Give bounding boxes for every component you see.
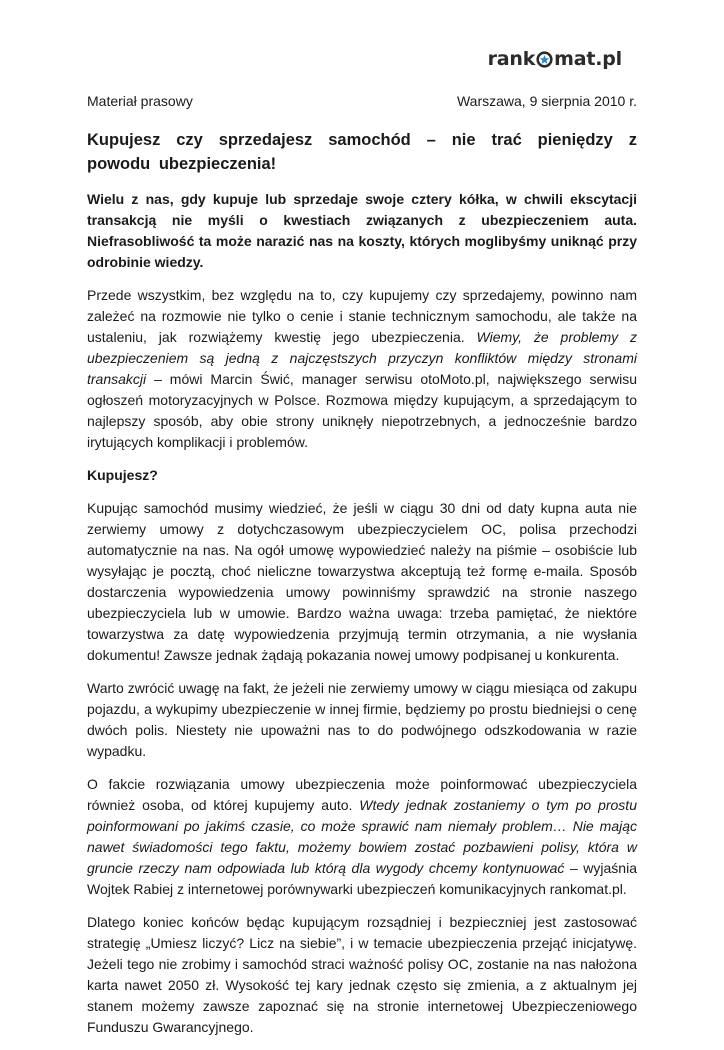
- article: [87, 128, 637, 1050]
- paragraph-4-quote: Wtedy jednak zostaniemy o tym po prostu poinformowani po jakimś czasie, co może sprawić nam niemały problem… Nie mając nawet świadomości tego faktu, możemy bowiem zostać pozbawieni polisy, która w gruncie rzeczy nam odpowiada lub którą dla wygody chcemy kontynuować: [87, 797, 637, 876]
- logo-text-end: mat.pl: [554, 48, 622, 70]
- article-title: Kupujesz czy sprzedajesz samochód – nie trać pieniędzy z powodu ubezpieczenia!: [87, 131, 637, 173]
- logo-text-start: rank: [487, 48, 536, 70]
- logo-star-o-icon: [536, 51, 553, 68]
- paragraph-1-text-b: – mówi Marcin Świć, manager serwisu otoMoto.pl, największego serwisu ogłoszeń motoryzacyjnych w Polsce. Rozmowa między kupującym, a sprzedającym to najlepszy sposób, aby obie strony uniknęły niepotrzebnych, a jednocześnie bardzo irytujących komplikacji i problemów.: [87, 371, 637, 450]
- rankomat-logo: [488, 48, 622, 70]
- paragraph-1: [87, 285, 637, 453]
- lead-paragraph: Wielu z nas, gdy kupuje lub sprzedaje swoje cztery kółka, w chwili ekscytacji transakcją nie myśli o kwestiach związanych z ubezpieczeniem auta. Niefrasobliwość ta może narazić nas na koszty, których moglibyśmy uniknąć przy odrobinie wiedzy.: [87, 191, 637, 270]
- paragraph-1-quote: Wiemy, że problemy z ubezpieczeniem są jedną z najczęstszych przyczyn konfliktów między stronami transakcji: [87, 329, 637, 387]
- paragraph-4-text-a: O fakcie rozwiązania umowy ubezpieczenia może poinformować ubezpieczyciela również osoba, od której kupujemy auto.: [87, 776, 637, 813]
- paragraph-4: [87, 774, 637, 900]
- place-date: Warszawa, 9 sierpnia 2010 r.: [456, 93, 637, 109]
- material-type: Materiał prasowy: [87, 93, 193, 109]
- paragraph-1-text-a: Przede wszystkim, bez względu na to, czy kupujemy czy sprzedajemy, powinno nam zależeć na rozmowie nie tylko o cenie i stanie technicznym samochodu, ale także na ustaleniu, jak rozwiążemy kwestię jego ubezpieczenia.: [87, 287, 637, 345]
- paragraph-3: Warto zwrócić uwagę na fakt, że jeżeli nie zerwiemy umowy w ciągu miesiąca od zakupu pojazdu, a wykupimy ubezpieczenie w innej firmie, będziemy po prostu biedniejsi o cenę dwóch polis. Niestety nie upoważni nas to do podwójnego odszkodowania w razie wypadku.: [87, 680, 637, 759]
- section-heading: Kupujesz?: [87, 467, 158, 483]
- paragraph-5: Dlatego koniec końców będąc kupującym rozsądniej i bezpieczniej jest zastosować strategię „Umiesz liczyć? Licz na siebie”, i w temacie ubezpieczenia przejąć inicjatywę. Jeżeli tego nie zrobimy i samochód straci ważność polisy OC, zostanie na nas nałożona karta nawet 2050 zł. Wysokość tej kary jednak często się zmienia, a z aktualnym jej stanem możemy zawsze zapoznać się na stronie internetowej Ubezpieczeniowego Funduszu Gwarancyjnego.: [87, 914, 637, 1035]
- paragraph-4-text-b: – wyjaśnia Wojtek Rabiej z internetowej porównywarki ubezpieczeń komunikacyjnych rankomat.pl.: [87, 860, 637, 897]
- paragraph-2: Kupując samochód musimy wiedzieć, że jeśli w ciągu 30 dni od daty kupna auta nie zerwiemy umowy z dotychczasowym ubezpieczycielem OC, polisa przechodzi automatycznie na nas. Na ogół umowę wypowiedzieć należy na piśmie – osobiście lub wysyłając je pocztą, choć nieliczne towarzystwa akceptują też formę e-maila. Sposób dostarczenia wypowiedzenia umowy powinniśmy sprawdzić na stronie naszego ubezpieczyciela lub w umowie. Bardzo ważna uwaga: trzeba pamiętać, że niektóre towarzystwa za datę wypowiedzenia przyjmują termin otrzymania, a nie wysłania dokumentu! Zawsze jednak żądają pokazania nowej umowy podpisanej u konkurenta.: [87, 500, 637, 663]
- header-meta: [87, 93, 637, 109]
